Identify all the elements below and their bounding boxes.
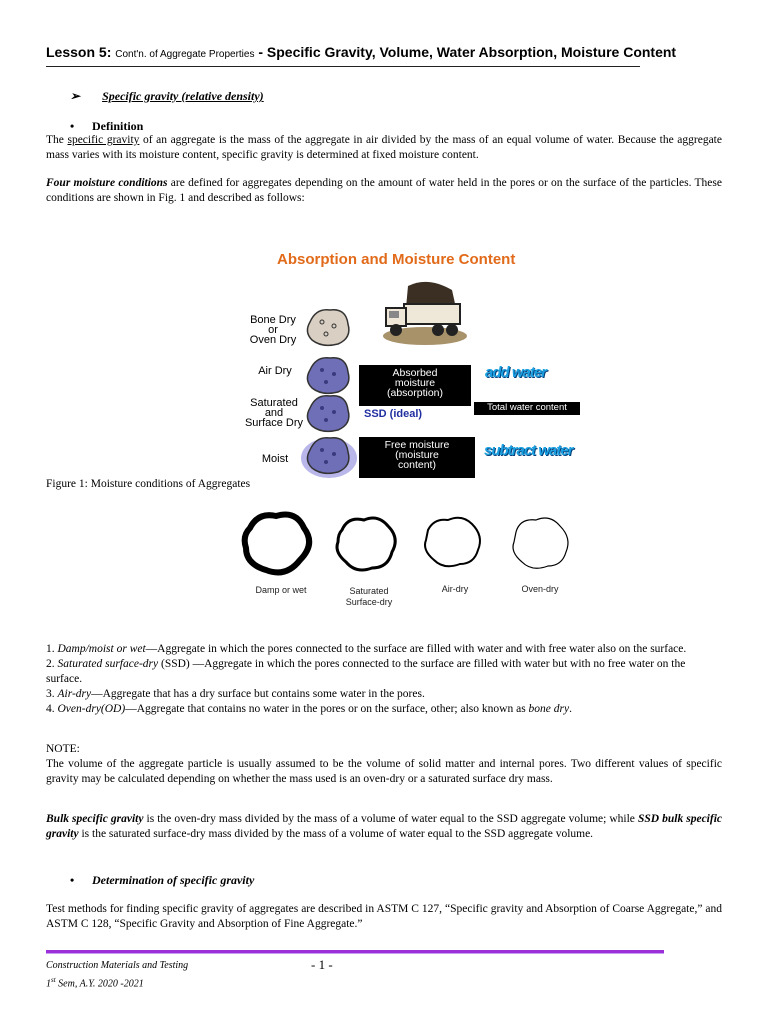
absorbed-line2: moisture xyxy=(394,377,436,389)
sem-num: 1 xyxy=(46,978,51,990)
definition-pre: The xyxy=(46,134,68,146)
note-label: NOTE: xyxy=(46,743,80,755)
list-text: —Aggregate that has a dry surface but contains some water in the pores. xyxy=(91,688,425,700)
fig2-label-saturated xyxy=(334,586,404,608)
definition-heading xyxy=(70,119,143,134)
fig2-label-air-dry: Air-dry xyxy=(441,584,469,594)
arrow-bullet-icon: ➢ xyxy=(70,89,81,103)
four-conditions-paragraph xyxy=(46,176,722,206)
bullet-icon: • xyxy=(70,119,75,133)
list-term: Damp/moist or wet xyxy=(57,643,146,655)
total-water-box: Total water content xyxy=(474,402,580,415)
ssd-line1: Saturated xyxy=(250,397,298,409)
figure1-title: Absorption and Moisture Content xyxy=(277,251,516,268)
determination-title: Determination of specific gravity xyxy=(92,873,255,887)
particle-damp-wet xyxy=(245,515,309,573)
particle-column xyxy=(298,300,358,480)
list-text: (SSD) —Aggregate in which the pores connected to the surface are filled with water but with no free water on the surface. xyxy=(46,658,686,685)
section-heading xyxy=(70,89,264,104)
note-text: The volume of the aggregate particle is usually assumed to be the volume of solid matter and internal pores. Two different values of specific gravity may be calculated depending on whether the mass used is an oven-dry or a saturated surface dry mass. xyxy=(46,758,722,785)
ssd-line3: Surface Dry xyxy=(244,417,304,429)
footer-course xyxy=(46,959,188,991)
header-rule xyxy=(46,66,640,67)
row-label-moist: Moist xyxy=(261,453,289,465)
particle-air-dry xyxy=(307,358,348,394)
list-item xyxy=(46,642,722,657)
particle-air-dry-outline xyxy=(425,518,480,567)
particle-oven-dry-outline xyxy=(513,518,568,568)
lesson-title xyxy=(46,44,676,60)
bulk-text2: is the saturated surface-dry mass divided by the mass of a volume of water equal to the SSD aggregate volume. xyxy=(78,828,594,840)
fig2-label-saturated-l1: Saturated xyxy=(349,586,389,596)
ssd-bulk-term: SSD bulk specific gravity xyxy=(46,813,723,840)
particle-moist xyxy=(307,438,348,474)
add-water-wordart: add water xyxy=(485,364,547,381)
absorbed-moisture-box xyxy=(359,365,471,406)
list-end: . xyxy=(569,703,572,715)
list-num: 2. xyxy=(46,658,58,670)
footer-semester xyxy=(46,973,188,991)
list-item xyxy=(46,702,722,717)
list-num: 3. xyxy=(46,688,58,700)
bone-dry-line3: Oven Dry xyxy=(249,334,297,346)
four-conditions-lead: Four moisture conditions xyxy=(46,177,168,189)
note-block xyxy=(46,742,722,787)
title-dash: - xyxy=(254,44,267,60)
list-term: Air-dry xyxy=(57,688,92,700)
four-conditions-text: are defined for aggregates depending on the amount of water held in the pores or on the surface of the particles. These conditions are shown in Fig. 1 and described as follows: xyxy=(46,177,722,204)
definition-label: Definition xyxy=(92,119,144,133)
figure2-particles xyxy=(238,506,578,586)
particle-bone-dry xyxy=(307,310,348,346)
free-moisture-box xyxy=(359,437,475,478)
fig2-label-oven-dry: Oven-dry xyxy=(521,584,559,594)
moisture-conditions-list xyxy=(46,642,722,717)
list-item xyxy=(46,657,722,687)
list-term: Oven-dry(OD) xyxy=(57,703,126,715)
bulk-term: Bulk specific gravity xyxy=(46,813,144,825)
lesson-number: Lesson 5: xyxy=(46,44,112,60)
figure1-caption: Figure 1: Moisture conditions of Aggregates xyxy=(46,478,251,490)
definition-post: of an aggregate is the mass of the aggregate in air divided by the mass of an equal volume of water. Because the aggregate mass varies with its moisture content, specific gravity is determined at fixed moisture content. xyxy=(46,134,722,161)
definition-paragraph xyxy=(46,133,722,163)
footer-rule xyxy=(46,950,664,954)
sem-sup: st xyxy=(51,976,56,984)
bulk-paragraph xyxy=(46,812,722,842)
ssd-ideal-label: SSD (ideal) xyxy=(364,408,423,420)
footer-course-name: Construction Materials and Testing xyxy=(46,960,189,971)
free-line1: Free moisture xyxy=(384,439,450,451)
section-title: Specific gravity (relative density) xyxy=(102,89,264,103)
absorbed-line3: (absorption) xyxy=(386,387,444,399)
lesson-topic: Specific Gravity, Volume, Water Absorption, Moisture Content xyxy=(266,44,677,60)
list-term: Saturated surface-dry xyxy=(57,658,159,670)
bone-dry-line1: Bone Dry xyxy=(250,314,296,326)
sem-rest: Sem, A.Y. 2020 -2021 xyxy=(55,978,144,990)
list-num: 4. xyxy=(46,703,58,715)
list-item xyxy=(46,687,722,702)
test-methods-paragraph: Test methods for finding specific gravity of aggregates are described in ASTM C 127, “Specific gravity and Absorption of Coarse Aggregate,” and ASTM C 128, “Specific Gravity and Absorption of Fine Aggregate.” xyxy=(46,903,722,930)
subtract-water-wordart: subtract water xyxy=(484,442,573,459)
row-label-bone-dry xyxy=(240,315,306,345)
bulk-text1: is the oven-dry mass divided by the mass of a volume of water equal to the SSD aggregate volume; while xyxy=(143,813,638,825)
fig2-label-saturated-l2: Surface-dry xyxy=(345,597,393,607)
bullet-icon: • xyxy=(70,873,75,887)
particle-ssd xyxy=(307,396,348,432)
free-line2: (moisture xyxy=(395,449,439,461)
list-text: —Aggregate in which the pores connected to the surface are filled with water and with free water also on the surface. xyxy=(145,643,687,655)
bone-dry-line2: or xyxy=(268,324,278,336)
determination-heading xyxy=(70,873,254,888)
absorbed-line1: Absorbed xyxy=(392,367,438,379)
definition-term: specific gravity xyxy=(67,134,140,146)
fig2-label-damp: Damp or wet xyxy=(255,585,307,595)
row-label-air-dry: Air Dry xyxy=(258,365,292,377)
list-tail: bone dry xyxy=(528,703,570,715)
free-line3: content) xyxy=(398,459,436,471)
list-text: —Aggregate that contains no water in the pores or on the surface, other; also known as xyxy=(125,703,529,715)
dump-truck-icon xyxy=(380,278,470,348)
list-num: 1. xyxy=(46,643,58,655)
particle-saturated-surface-dry xyxy=(337,518,395,570)
ssd-line2: and xyxy=(264,407,284,419)
page-number: - 1 - xyxy=(311,957,333,972)
lesson-subtitle: Cont'n. of Aggregate Properties xyxy=(115,49,255,60)
